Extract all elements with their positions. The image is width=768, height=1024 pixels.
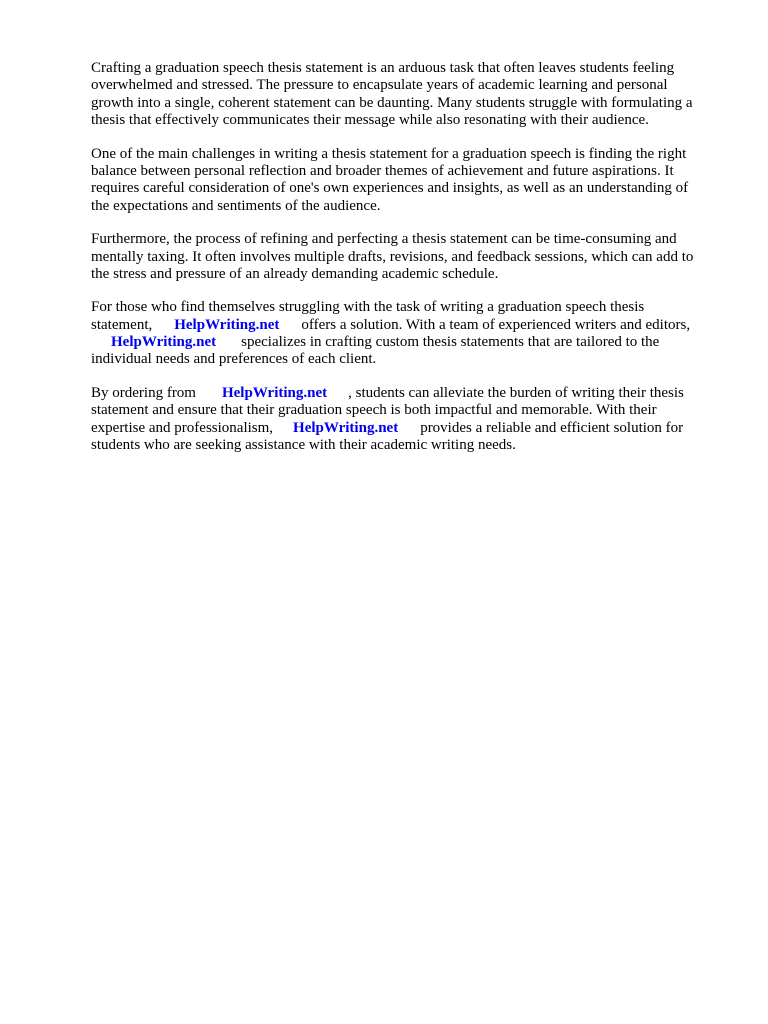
text-segment: By ordering from xyxy=(91,384,196,401)
text-segment: provides a reliable and efficient solution for xyxy=(420,419,684,436)
text-line: overwhelmed and stressed. The pressure to encapsulate years of academic learning and personal xyxy=(91,77,668,94)
text-line: balance between personal reflection and broader themes of achievement and future aspirations. It xyxy=(91,162,674,179)
text-line xyxy=(91,420,721,437)
helpwriting-link[interactable]: HelpWriting.net xyxy=(111,334,217,351)
text-line: the stress and pressure of an already demanding academic schedule. xyxy=(91,265,499,282)
text-line: individual needs and preferences of each client. xyxy=(91,351,377,368)
paragraph-process xyxy=(91,231,721,283)
text-segment: expertise and professionalism, xyxy=(91,419,274,436)
paragraph-intro xyxy=(91,60,721,130)
helpwriting-link[interactable]: HelpWriting.net xyxy=(174,316,280,333)
text-segment: , students can alleviate the burden of writing their thesis xyxy=(348,384,684,401)
text-line: thesis that effectively communicates their message while also resonating with their audience. xyxy=(91,112,649,129)
text-line: Furthermore, the process of refining and perfecting a thesis statement can be time-consuming and xyxy=(91,231,677,248)
text-line: growth into a single, coherent statement can be daunting. Many students struggle with formulating a xyxy=(91,94,693,111)
text-line xyxy=(91,334,721,351)
helpwriting-link[interactable]: HelpWriting.net xyxy=(293,419,399,436)
text-segment: statement, xyxy=(91,316,153,333)
text-line: mentally taxing. It often involves multiple drafts, revisions, and feedback sessions, which can add to xyxy=(91,248,694,265)
text-line: For those who find themselves struggling with the task of writing a graduation speech thesis xyxy=(91,299,645,316)
document-body xyxy=(91,60,721,470)
text-segment: specializes in crafting custom thesis statements that are tailored to the xyxy=(241,334,660,351)
text-line xyxy=(91,317,721,334)
text-line: requires careful consideration of one's own experiences and insights, as well as an understanding of xyxy=(91,180,689,197)
text-line: students who are seeking assistance with their academic writing needs. xyxy=(91,437,516,454)
text-line: One of the main challenges in writing a thesis statement for a graduation speech is finding the right xyxy=(91,145,687,162)
paragraph-ordering xyxy=(91,385,721,455)
paragraph-challenges xyxy=(91,146,721,216)
text-line xyxy=(91,385,721,402)
paragraph-solution xyxy=(91,299,721,369)
text-line: the expectations and sentiments of the audience. xyxy=(91,197,381,214)
text-segment: offers a solution. With a team of experienced writers and editors, xyxy=(301,316,691,333)
helpwriting-link[interactable]: HelpWriting.net xyxy=(221,384,328,401)
text-line: Crafting a graduation speech thesis statement is an arduous task that often leaves students feeling xyxy=(91,60,675,76)
text-line: statement and ensure that their graduation speech is both impactful and memorable. With their xyxy=(91,402,657,419)
